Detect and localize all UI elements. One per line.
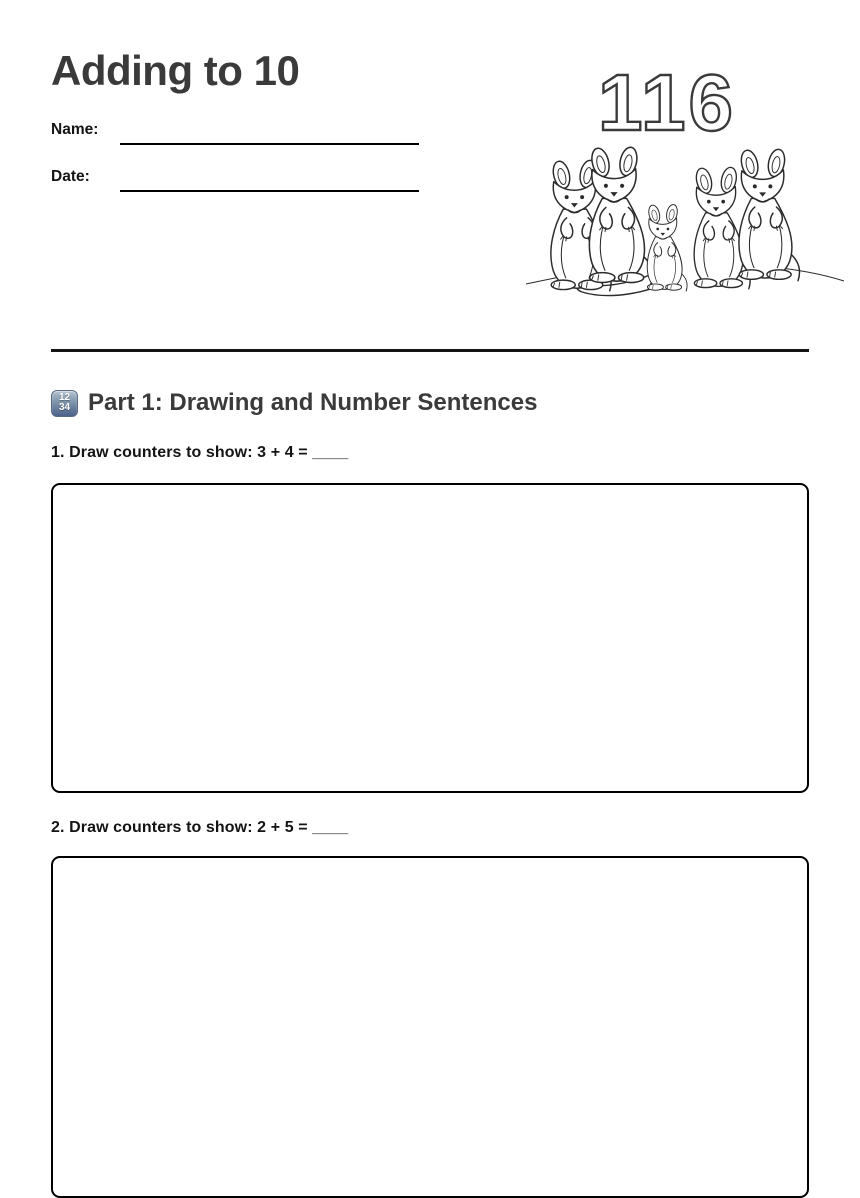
name-input-line[interactable] — [120, 143, 419, 145]
clipart-number-116: 116 — [597, 58, 737, 147]
input-numbers-icon — [51, 390, 78, 417]
drawing-box-1[interactable] — [51, 483, 809, 793]
part1-heading-text: Part 1: Drawing and Number Sentences — [88, 389, 538, 416]
date-label: Date: — [51, 168, 90, 185]
input-numbers-icon-bottom-row: 34 — [58, 402, 71, 413]
input-numbers-icon-top-row: 12 — [58, 391, 71, 403]
name-label: Name: — [51, 121, 99, 138]
question-1-label: 1. Draw counters to show: 3 + 4 = ____ — [51, 444, 349, 461]
kangaroo-5 — [739, 148, 800, 281]
kangaroo-3-joey — [647, 204, 687, 292]
date-input-line[interactable] — [120, 190, 419, 192]
section-divider — [51, 349, 809, 352]
question-2-label: 2. Draw counters to show: 2 + 5 = ____ — [51, 819, 349, 836]
part1-heading — [51, 389, 537, 417]
kangaroos-clipart — [524, 52, 846, 302]
drawing-box-2[interactable] — [51, 856, 809, 1198]
page-title: Adding to 10 — [51, 47, 300, 94]
kangaroo-2 — [589, 146, 652, 284]
